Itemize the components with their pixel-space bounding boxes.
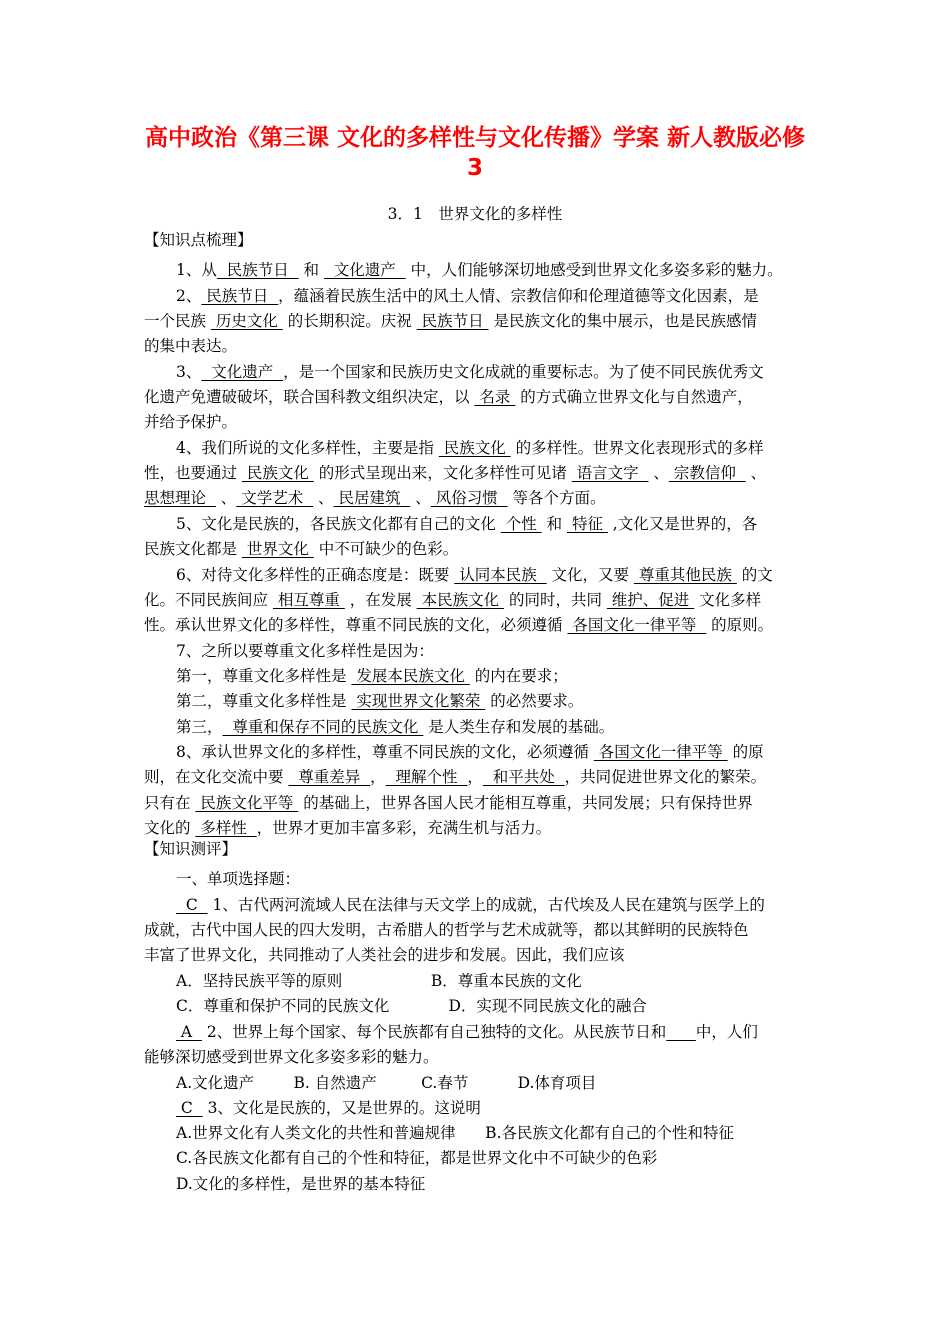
text-run: 的集中表达。	[144, 337, 238, 355]
text-run: 、	[215, 489, 237, 507]
text-line	[176, 689, 583, 713]
text-run: 文化多样	[694, 591, 762, 609]
text-run: A．坚持民族平等的原则 B．尊重本民族的文化	[176, 972, 582, 990]
text-run: 的必然要求。	[485, 692, 584, 710]
heading-knowledge-review: 【知识点梳理】	[144, 231, 253, 249]
text-run: ,文化又是世界的，各	[607, 515, 758, 533]
answer-blank: 尊重差异	[288, 768, 371, 786]
answer-blank: 语言文字	[571, 464, 649, 482]
heading-knowledge-test: 【知识测评】	[144, 840, 238, 858]
text-line	[144, 334, 237, 358]
text-run: 6、对待文化多样性的正确态度是：既要	[176, 566, 455, 584]
text-line	[176, 1020, 758, 1044]
text-run: 成就，古代中国人民的四大发明，古希腊人的哲学与艺术成就等，都以其鲜明的民族特色	[144, 921, 749, 939]
text-run: 1、从	[176, 261, 217, 279]
answer-blank: 理解个性	[385, 768, 468, 786]
text-line	[176, 360, 764, 384]
answer-blank: 认同本民族	[454, 566, 547, 584]
text-line	[176, 1121, 734, 1145]
text-run: 的方式确立世界文化与自然遗产，	[515, 388, 753, 406]
text-line	[176, 512, 757, 536]
text-line	[176, 1146, 657, 1170]
text-run: 中，人们	[695, 1023, 758, 1041]
text-line	[176, 258, 783, 282]
answer-blank: 名录	[474, 388, 516, 406]
text-line	[144, 410, 237, 434]
text-run: 和	[541, 515, 568, 533]
text-line	[176, 639, 434, 663]
answer-blank: C	[176, 1099, 203, 1117]
answer-blank: 本民族文化	[416, 591, 505, 609]
answer-blank: 个性	[500, 515, 542, 533]
text-run: ，是一个国家和民族历史文化成就的重要标志。为了使不同民族优秀文	[283, 363, 764, 381]
text-run: 、	[648, 464, 669, 482]
answer-blank: 维护、促进	[606, 591, 695, 609]
answer-blank: 尊重其他民族	[633, 566, 737, 584]
answer-blank: 文化遗产	[201, 363, 284, 381]
text-run: 性，也要通过	[144, 464, 242, 482]
text-run: 5、文化是民族的，各民族文化都有自己的文化	[176, 515, 501, 533]
text-run: 是人类生存和发展的基础。	[423, 718, 615, 736]
text-run: 的基础上，世界各国人民才能相互尊重，共同发展；只有保持世界	[298, 794, 753, 812]
text-run: 民族文化都是	[144, 540, 242, 558]
text-line	[176, 969, 582, 993]
text-line	[176, 715, 614, 739]
text-run: 一个民族	[144, 312, 211, 330]
text-line	[144, 816, 551, 840]
text-line	[176, 893, 765, 917]
text-line	[144, 791, 753, 815]
answer-blank: 相互尊重	[272, 591, 345, 609]
text-line	[144, 765, 766, 789]
text-line	[176, 1096, 481, 1120]
text-run: ，在发展	[344, 591, 417, 609]
text-run: 则，在文化交流中要	[144, 768, 289, 786]
answer-blank: 民居建筑	[333, 489, 411, 507]
text-line	[144, 309, 757, 333]
answer-blank: 思想理论	[144, 489, 216, 507]
text-run: 性。承认世界文化的多样性，尊重不同民族的文化，必须遵循	[144, 616, 568, 634]
text-run: 的原	[727, 743, 764, 761]
answer-blank: 民族节日	[216, 261, 299, 279]
answer-blank: 多样性	[195, 819, 257, 837]
answer-blank: 文化遗产	[323, 261, 406, 279]
text-run: 7、之所以要尊重文化多样性是因为：	[176, 642, 434, 660]
text-run: 的多样性。世界文化表现形式的多样	[510, 439, 764, 457]
text-run: 1、古代两河流域人民在法律与天文学上的成就，古代埃及人民在建筑与医学上的	[207, 896, 765, 914]
text-run: 中，人们能够深切地感受到世界文化多姿多彩的魅力。	[405, 261, 783, 279]
answer-blank: 实现世界文化繁荣	[351, 692, 486, 710]
text-run: 第二，尊重文化多样性是	[176, 692, 352, 710]
text-run: 化遗产免遭破破坏，联合国科教文组织决定，以	[144, 388, 475, 406]
text-line	[176, 994, 647, 1018]
text-run: 等各个方面。	[507, 489, 606, 507]
text-line	[176, 284, 759, 308]
text-run: 的同时，共同	[504, 591, 607, 609]
answer-blank: 世界文化	[241, 540, 314, 558]
text-run: 的长期积淀。庆祝	[282, 312, 417, 330]
answer-blank: C	[176, 896, 208, 914]
text-line	[176, 436, 764, 460]
text-line	[144, 1045, 439, 1069]
answer-blank: 特征	[567, 515, 608, 533]
text-run: C．尊重和保护不同的民族文化 D．实现不同民族文化的融合	[176, 997, 647, 1015]
answer-blank: 民族节日	[416, 312, 489, 330]
answer-blank: 宗教信仰	[668, 464, 746, 482]
text-line	[144, 461, 766, 485]
answer-blank: 风俗习惯	[430, 489, 508, 507]
answer-blank: 民族文化平等	[195, 794, 299, 812]
answer-blank: 民族文化	[438, 439, 511, 457]
answer-blank: A	[176, 1023, 202, 1041]
text-run: ，共同促进世界文化的繁荣。	[564, 768, 767, 786]
text-line	[144, 588, 761, 612]
text-run: 化。不同民族间应	[144, 591, 273, 609]
text-run: ，世界才更加丰富多彩，充满生机与活力。	[256, 819, 552, 837]
answer-blank	[666, 1023, 696, 1041]
text-run: 的形式呈现出来，文化多样性可见诸	[313, 464, 572, 482]
text-run: ，蕴涵着民族生活中的风土人情、宗教信仰和伦理道德等文化因素，是	[278, 287, 759, 305]
text-line	[144, 486, 606, 510]
answer-blank: 尊重和保存不同的民族文化	[222, 718, 424, 736]
text-line	[144, 943, 625, 967]
text-run: D.文化的多样性，是世界的基本特征	[176, 1175, 426, 1193]
text-run: 能够深切感受到世界文化多姿多彩的魅力。	[144, 1048, 439, 1066]
text-run: 文化的	[144, 819, 196, 837]
answer-blank: 民族文化	[241, 464, 314, 482]
text-run: 3、文化是民族的，又是世界的。这说明	[202, 1099, 481, 1117]
text-run: 8、承认世界文化的多样性，尊重不同民族的文化，必须遵循	[176, 743, 594, 761]
answer-blank: 民族节日	[201, 287, 279, 305]
text-line	[144, 385, 753, 409]
text-line	[176, 664, 568, 688]
text-run: 、	[410, 489, 431, 507]
text-run: 、	[313, 489, 334, 507]
text-run: 中不可缺少的色彩。	[313, 540, 459, 558]
text-run: 是民族文化的集中展示，也是民族感情	[488, 312, 757, 330]
answer-blank: 和平共处	[482, 768, 565, 786]
text-run: 第三，	[176, 718, 223, 736]
text-run: 文化，又要	[546, 566, 634, 584]
text-run: 第一，尊重文化多样性是	[176, 667, 352, 685]
answer-blank: 文学艺术	[236, 489, 314, 507]
text-line	[144, 918, 749, 942]
text-run: 3、	[176, 363, 202, 381]
text-run: ，	[370, 768, 386, 786]
answer-blank: 各国文化一律平等	[593, 743, 728, 761]
answer-blank: 各国文化一律平等	[567, 616, 707, 634]
text-run: 丰富了世界文化，共同推动了人类社会的进步和发展。因此，我们应该	[144, 946, 625, 964]
text-run: 和	[298, 261, 324, 279]
text-line	[176, 740, 764, 764]
answer-blank: 历史文化	[210, 312, 283, 330]
text-line	[176, 867, 300, 891]
text-run: 4、我们所说的文化多样性，主要是指	[176, 439, 439, 457]
text-run: A.世界文化有人类文化的共性和普遍规律 B.各民族文化都有自己的个性和特征	[176, 1124, 735, 1142]
text-run: 2、世界上每个国家、每个民族都有自己独特的文化。从民族节日和	[201, 1023, 667, 1041]
text-run: 2、	[176, 287, 202, 305]
text-run: C.各民族文化都有自己的个性和特征，都是世界文化中不可缺少的色彩	[176, 1149, 658, 1167]
document-title-line-2: 3	[466, 155, 483, 181]
text-line	[144, 613, 773, 637]
text-run: 的原则。	[706, 616, 774, 634]
text-line	[176, 563, 773, 587]
section-title: 3．1 世界文化的多样性	[387, 205, 563, 223]
text-line	[176, 1071, 596, 1095]
document-title-line-1: 高中政治《第三课 文化的多样性与文化传播》学案 新人教版必修	[144, 125, 805, 151]
text-run: ，	[467, 768, 483, 786]
text-run: 只有在	[144, 794, 196, 812]
text-line	[176, 1172, 425, 1196]
text-run: 、	[745, 464, 767, 482]
answer-blank: 发展本民族文化	[351, 667, 470, 685]
text-line	[144, 537, 458, 561]
text-run: A.文化遗产 B. 自然遗产 C.春节 D.体育项目	[176, 1074, 597, 1092]
text-run: 并给予保护。	[144, 413, 238, 431]
text-run: 的文	[736, 566, 773, 584]
text-run: 一、单项选择题：	[176, 870, 301, 888]
text-run: 的内在要求；	[469, 667, 568, 685]
